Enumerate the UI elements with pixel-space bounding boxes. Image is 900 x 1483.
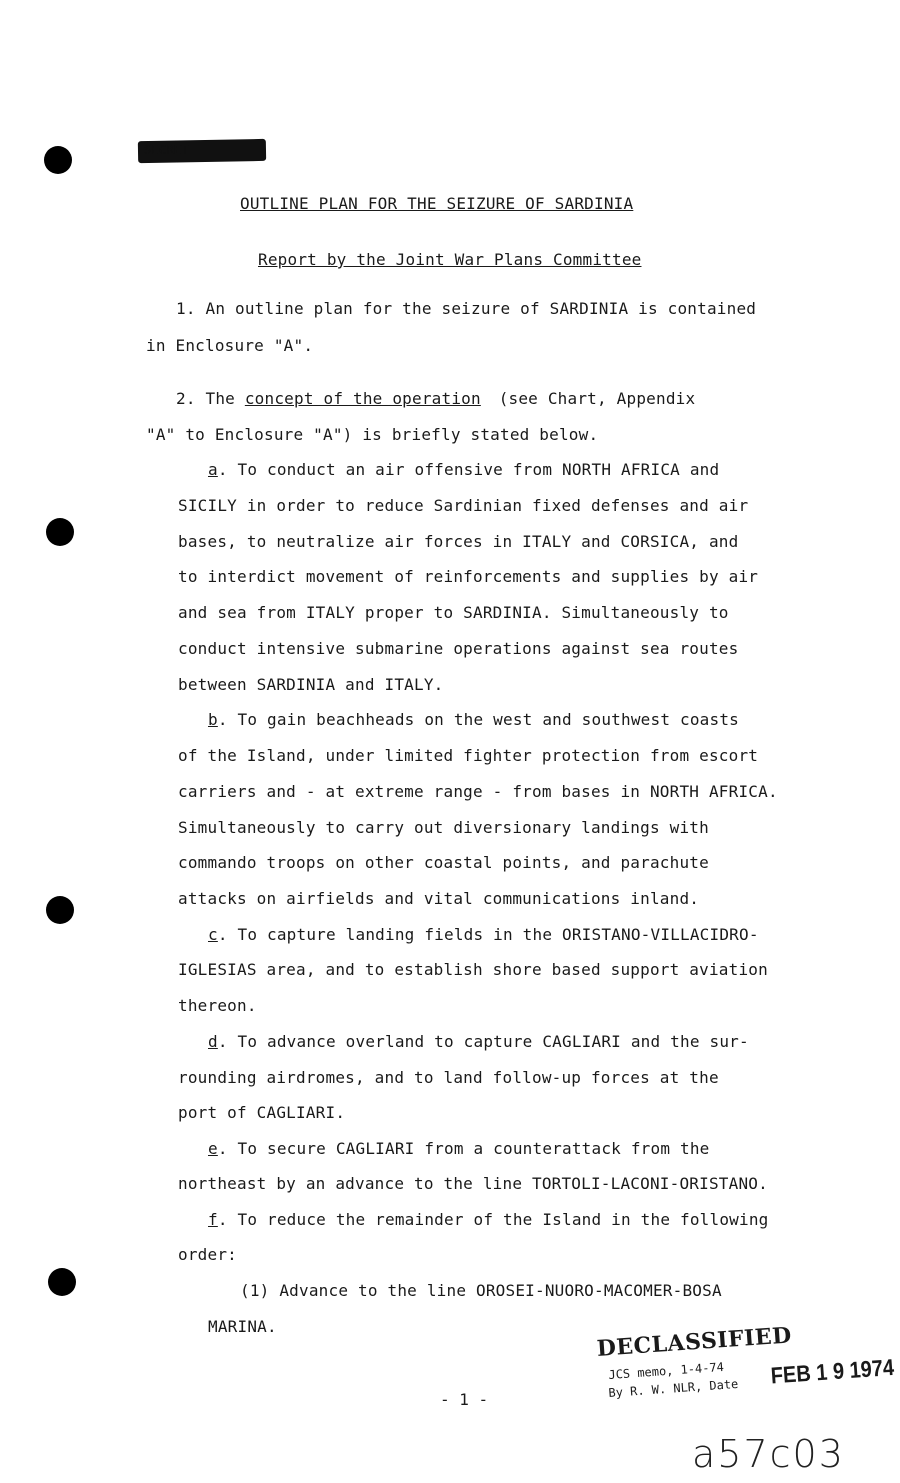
item-b-letter: b (208, 710, 218, 729)
paragraph-2-rest: (see Chart, Appendix (498, 389, 696, 408)
document-title: OUTLINE PLAN FOR THE SEIZURE OF SARDINIA (240, 194, 634, 213)
handwritten-archive-code: a57c03 (692, 1432, 845, 1476)
item-c-letter: c (208, 925, 218, 944)
punch-hole-4 (48, 1268, 76, 1296)
item-c-line-1: c. To capture landing fields in the ORISTANO-VILLACIDRO- (208, 925, 759, 944)
item-b-line-3: carriers and - at extreme range - from bases in NORTH AFRICA. (178, 782, 778, 801)
classification-marking: SECRET (144, 143, 189, 157)
item-d-line-3: port of CAGLIARI. (178, 1103, 346, 1122)
item-a-line-1: a. To conduct an air offensive from NORTH AFRICA and (208, 460, 720, 479)
punch-hole-1 (44, 146, 72, 174)
item-d-line-2: rounding airdromes, and to land follow-up forces at the (178, 1068, 719, 1087)
declassified-stamp-heading: DECLASSIFIED (596, 1322, 793, 1362)
item-f-line-1: f. To reduce the remainder of the Island in the following (208, 1210, 769, 1229)
punch-hole-2 (46, 518, 74, 546)
item-e-line-1: e. To secure CAGLIARI from a counterattack from the (208, 1139, 710, 1158)
item-c-line-3: thereon. (178, 996, 257, 1015)
item-c-line-2: IGLESIAS area, and to establish shore based support aviation (178, 960, 768, 979)
item-a-line-6: conduct intensive submarine operations against sea routes (178, 639, 739, 658)
item-b-line-1: b. To gain beachheads on the west and southwest coasts (208, 710, 739, 729)
item-a-line-2: SICILY in order to reduce Sardinian fixed defenses and air (178, 496, 749, 515)
punch-hole-3 (46, 896, 74, 924)
item-f1-line-1: (1) Advance to the line OROSEI-NUORO-MACOMER-BOSA (240, 1281, 722, 1300)
item-e-letter: e (208, 1139, 218, 1158)
paragraph-2-number: 2. The (176, 389, 235, 408)
paragraph-2-line-2: "A" to Enclosure "A") is briefly stated below. (146, 425, 599, 444)
item-a-line-7: between SARDINIA and ITALY. (178, 675, 444, 694)
item-a-letter: a (208, 460, 218, 479)
concept-of-operation: concept of the operation (244, 389, 481, 408)
item-a-line-4: to interdict movement of reinforcements and supplies by air (178, 567, 759, 586)
declassified-stamp-date: FEB 1 9 1974 (770, 1355, 895, 1390)
paragraph-2-line-1 (176, 389, 695, 409)
item-b-line-6: attacks on airfields and vital communications inland. (178, 889, 700, 908)
item-d-line-1: d. To advance overland to capture CAGLIARI and the sur- (208, 1032, 749, 1051)
item-d-letter: d (208, 1032, 218, 1051)
item-f1-line-2: MARINA. (208, 1317, 277, 1336)
item-b-line-5: commando troops on other coastal points, and parachute (178, 853, 709, 872)
declassified-stamp-line-1: JCS memo, 1-4-74 (608, 1359, 725, 1382)
paragraph-1-line-2: in Enclosure "A". (146, 336, 314, 355)
item-f-letter: f (208, 1210, 218, 1229)
item-a-line-3: bases, to neutralize air forces in ITALY and CORSICA, and (178, 532, 739, 551)
document-subtitle: Report by the Joint War Plans Committee (258, 250, 642, 269)
item-e-line-2: northeast by an advance to the line TORTOLI-LACONI-ORISTANO. (178, 1174, 768, 1193)
item-f-line-2: order: (178, 1245, 237, 1264)
paragraph-1-line-1: 1. An outline plan for the seizure of SARDINIA is contained (176, 299, 757, 318)
item-b-line-2: of the Island, under limited fighter protection from escort (178, 746, 759, 765)
item-a-line-5: and sea from ITALY proper to SARDINIA. Simultaneously to (178, 603, 729, 622)
item-b-line-4: Simultaneously to carry out diversionary landings with (178, 818, 709, 837)
declassified-stamp-line-2: By R. W. NLR, Date (608, 1376, 739, 1400)
page-number: - 1 - (440, 1390, 489, 1409)
